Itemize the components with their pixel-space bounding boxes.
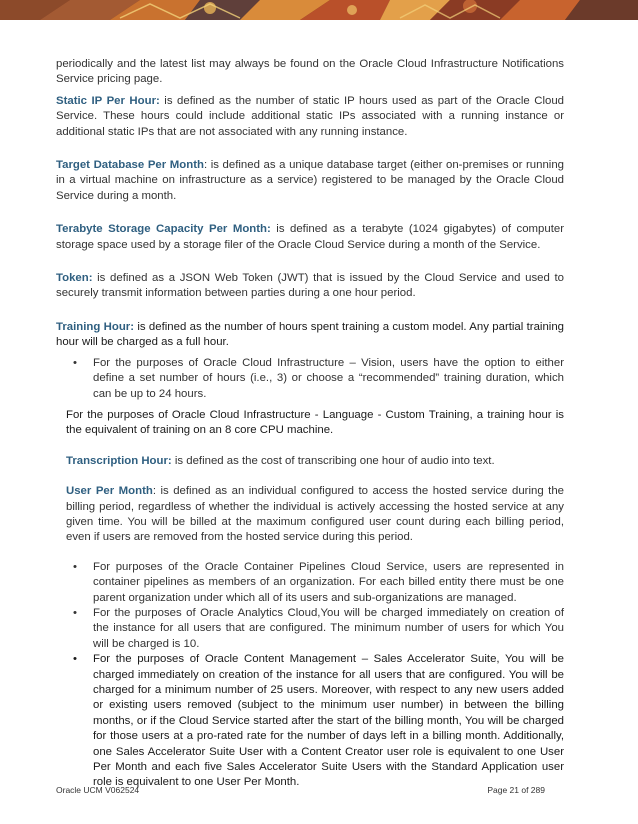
training-hour-term: Training Hour: [56, 320, 135, 333]
target-database-text: : is defined as a unique database target (either on-premises or running in a virtual machine on infrastructure as a service) registered to be managed by the Oracle Cloud Service during a month. [56, 159, 564, 202]
training-language-paragraph: For the purposes of Oracle Cloud Infrastructure - Language - Custom Training, a training hour is the equivalent of training on an 8 core CPU machine. [66, 408, 564, 437]
banner-pattern-graphic [0, 0, 638, 20]
token-text: is defined as a JSON Web Token (JWT) that is issued by the Cloud Service and used to securely transmit information between parties during a one hour period. [56, 272, 564, 300]
terabyte-term: Terabyte Storage Capacity Per Month: [56, 223, 271, 236]
terabyte-text: is defined as a terabyte (1024 gigabytes) of computer storage space used by a storage filer of the Oracle Cloud Service during a month of the Service. [56, 223, 564, 251]
transcription-hour-definition [66, 454, 564, 469]
user-per-month-bullets [56, 560, 564, 791]
transcription-hour-text: is defined as the cost of transcribing one hour of audio into text. [171, 454, 495, 467]
document-body [56, 57, 564, 791]
footer-page-number: Page 21 of 289 [487, 785, 545, 795]
intro-paragraph: periodically and the latest list may always be found on the Oracle Cloud Infrastructure Notifications Service pricing page. [56, 58, 564, 86]
training-hour-text: is defined as the number of hours spent training a custom model. Any partial training hour will be charged as a full hour. [56, 320, 564, 349]
decorative-header-banner [0, 0, 638, 20]
list-item: • For purposes of the Oracle Container Pipelines Cloud Service, users are represented in container pipelines as members of an organization. For each billed entity there must be one parent organization under which all of its users and sub-organizations are managed. [56, 560, 564, 606]
terabyte-definition [56, 222, 564, 253]
static-ip-text: is defined as the number of static IP hours used as part of the Oracle Cloud Service. These hours could include additional static IPs associated with a running instance or additional static IPs that are not associated with any running instance. [56, 94, 564, 138]
list-item: • For the purposes of Oracle Content Management – Sales Accelerator Suite, You will be charged immediately on creation of the instance for all users that are configured. You will be charged for a minimum number of 25 users. Moreover, with respect to any new users added or existing users removed (subject to the minimum user number) in between the billing months, or if the Cloud Service started after the start of the billing month, You will be charged for those users at a pro-rated rate for the number of days left in a billing month. Additionally, one Sales Accelerator Suite User with a Content Creator user role is equivalent to one User Per Month and each five Sales Accelerator Suite Users with the Standard Application user role is equivalent to one User Per Month. [56, 652, 564, 791]
transcription-hour-term: Transcription Hour: [66, 454, 172, 467]
static-ip-term: Static IP Per Hour: [56, 94, 160, 107]
user-per-month-text: : is defined as an individual configured to access the hosted service during the billing period, regardless of whether the individual is actively accessing the hosted service at any given time. You will be billed at the maximum configured user count during each billing period, even if users are removed from the hosted service during this period. [66, 485, 564, 544]
token-term: Token: [56, 272, 93, 285]
user-per-month-term: User Per Month [66, 485, 153, 498]
target-database-term: Target Database Per Month [56, 159, 204, 172]
training-hour-definition [56, 320, 564, 351]
token-definition [56, 271, 564, 302]
static-ip-definition [56, 94, 564, 140]
footer-doc-id: Oracle UCM V062524 [56, 785, 140, 795]
target-database-definition [56, 158, 564, 204]
user-per-month-definition [66, 484, 564, 546]
training-hour-bullets [56, 356, 564, 402]
list-item: • For the purposes of Oracle Cloud Infrastructure – Vision, users have the option to either define a set number of hours (i.e., 3) or choose a “recommended” training duration, which can be up to 24 hours. [56, 356, 564, 402]
list-item: • For the purposes of Oracle Analytics Cloud,You will be charged immediately on creation of the instance for all users that are configured. The minimum number of users for which You will be charged is 10. [56, 606, 564, 652]
